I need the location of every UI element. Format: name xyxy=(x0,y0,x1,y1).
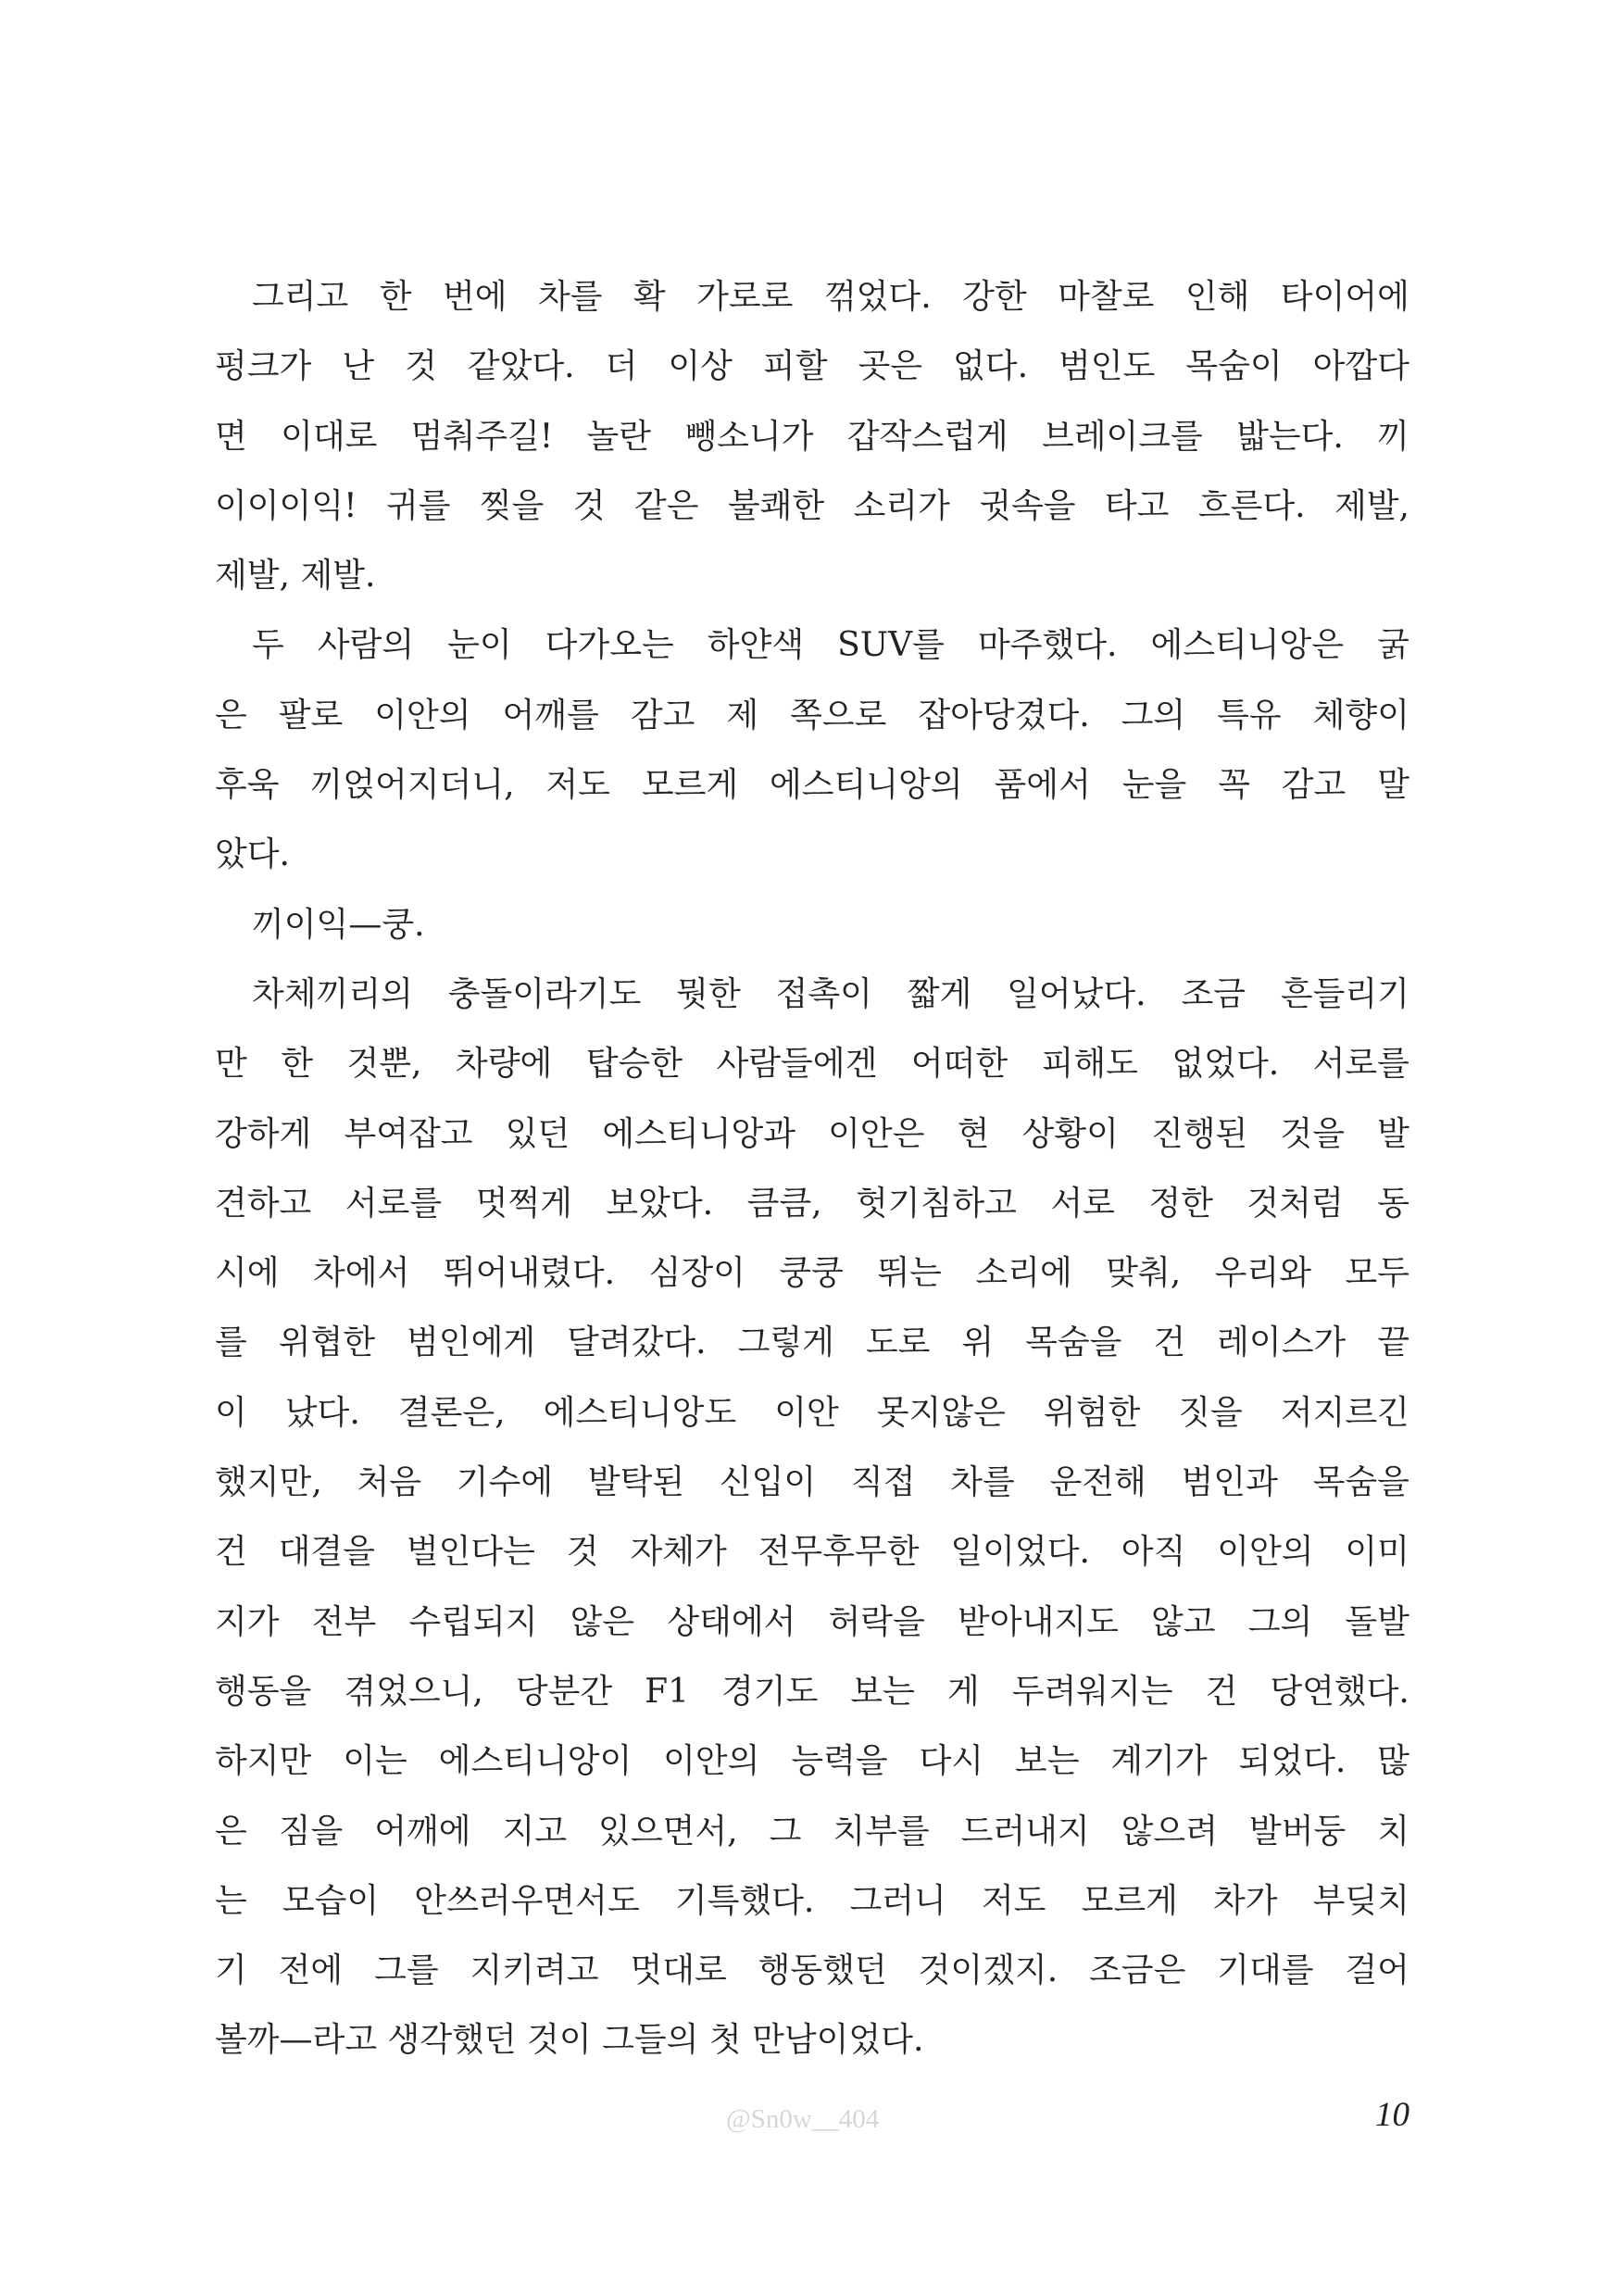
text-line: 이이이익! 귀를 찢을 것 같은 불쾌한 소리가 귓속을 타고 흐른다. 제발, xyxy=(215,486,1409,525)
text-line: 기 전에 그를 지키려고 멋대로 행동했던 것이겠지. 조금은 기대를 걸어 xyxy=(215,1951,1409,1990)
text-line: 은 팔로 이안의 어깨를 감고 제 쪽으로 잡아당겼다. 그의 특유 체향이 xyxy=(215,696,1409,734)
text-line: 이 났다. 결론은, 에스티니앙도 이안 못지않은 위험한 짓을 저지르긴 xyxy=(215,1393,1409,1432)
text-line: 강하게 부여잡고 있던 에스티니앙과 이안은 현 상황이 진행된 것을 발 xyxy=(215,1114,1409,1153)
text-line: 는 모습이 안쓰러우면서도 기특했다. 그러니 저도 모르게 차가 부딪치 xyxy=(215,1881,1409,1920)
text-line: 만 한 것뿐, 차량에 탑승한 사람들에겐 어떠한 피해도 없었다. 서로를 xyxy=(215,1045,1409,1084)
text-line: 볼까—라고 생각했던 것이 그들의 첫 만남이었다. xyxy=(215,2021,924,2060)
paragraph-first-line: 차체끼리의 충돌이라기도 뭣한 접촉이 짧게 일어났다. 조금 흔들리기 xyxy=(252,974,1409,1013)
text-line: 를 위협한 범인에게 달려갔다. 그렇게 도로 위 목숨을 건 레이스가 끝 xyxy=(215,1324,1409,1362)
text-line: 은 짐을 어깨에 지고 있으면서, 그 치부를 드러내지 않으려 발버둥 치 xyxy=(215,1812,1409,1851)
text-line: 면 이대로 멈춰주길! 놀란 뺑소니가 갑작스럽게 브레이크를 밟는다. 끼 xyxy=(215,417,1409,456)
text-line: 건 대결을 벌인다는 것 자체가 전무후무한 일이었다. 아직 이안의 이미 xyxy=(215,1533,1409,1572)
paragraph-first-line: 그리고 한 번에 차를 확 가로로 꺾었다. 강한 마찰로 인해 타이어에 xyxy=(252,278,1409,316)
body-text xyxy=(215,278,1409,2091)
text-line: 후욱 끼얹어지더니, 저도 모르게 에스티니앙의 품에서 눈을 꼭 감고 말 xyxy=(215,766,1409,805)
text-line: 펑크가 난 것 같았다. 더 이상 피할 곳은 없다. 범인도 목숨이 아깝다 xyxy=(215,347,1409,386)
text-line: 하지만 이는 에스티니앙이 이안의 능력을 다시 보는 계기가 되었다. 많 xyxy=(215,1742,1409,1781)
page-number: 10 xyxy=(1375,2096,1409,2134)
text-line: 견하고 서로를 멋쩍게 보았다. 큼큼, 헛기침하고 서로 정한 것처럼 동 xyxy=(215,1184,1409,1223)
paragraph-first-line: 두 사람의 눈이 다가오는 하얀색 SUV를 마주했다. 에스티니앙은 굵 xyxy=(252,626,1409,665)
text-line: 았다. xyxy=(215,835,290,874)
text-line: 했지만, 처음 기수에 발탁된 신입이 직접 차를 운전해 범인과 목숨을 xyxy=(215,1463,1409,1502)
text-line: 지가 전부 수립되지 않은 상태에서 허락을 받아내지도 않고 그의 돌발 xyxy=(215,1602,1409,1641)
text-line: 행동을 겪었으니, 당분간 F1 경기도 보는 게 두려워지는 건 당연했다. xyxy=(215,1672,1409,1711)
watermark: @Sn0w__404 xyxy=(726,2104,880,2134)
paragraph-first-line: 끼이익—쿵. xyxy=(252,905,425,944)
text-line: 시에 차에서 뛰어내렸다. 심장이 쿵쿵 뛰는 소리에 맞춰, 우리와 모두 xyxy=(215,1254,1409,1293)
text-line: 제발, 제발. xyxy=(215,557,376,596)
